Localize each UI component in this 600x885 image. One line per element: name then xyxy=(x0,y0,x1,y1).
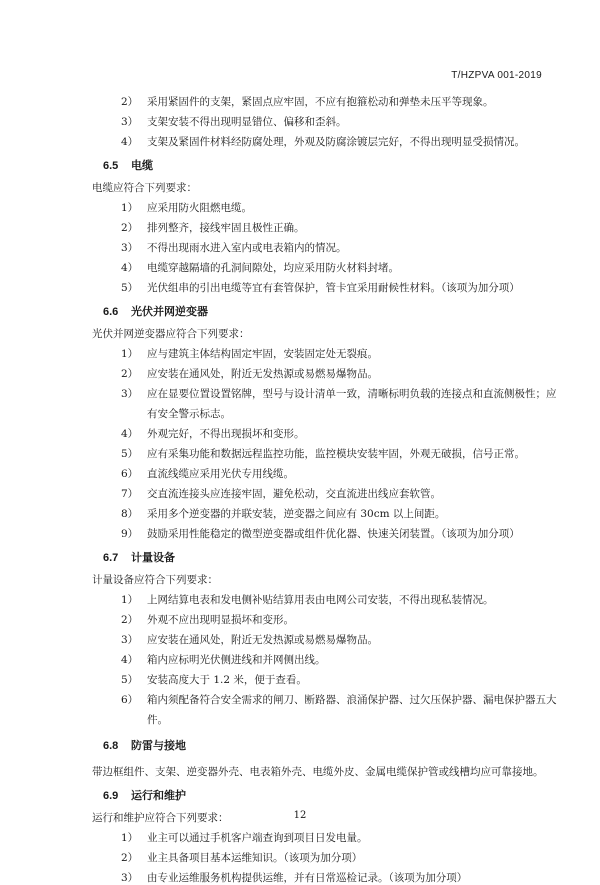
list-item: 4） 外观完好，不得出现损坏和变形。 xyxy=(121,428,305,440)
list-item-continuation: 有安全警示标志。 xyxy=(147,408,231,420)
list-item: 5） 光伏组串的引出电缆等宜有套管保护，管卡宜采用耐候性材料。（该项为加分项） xyxy=(121,282,520,294)
section-intro: 光伏并网逆变器应符合下列要求： xyxy=(92,328,250,340)
page-number: 12 xyxy=(293,810,307,821)
list-item: 3） 不得出现雨水进入室内或电表箱内的情况。 xyxy=(121,242,347,254)
list-item: 1） 业主可以通过手机客户端查询到项目日发电量。 xyxy=(121,832,368,844)
list-item: 8） 采用多个逆变器的并联安装，逆变器之间应有 30cm 以上间距。 xyxy=(121,508,446,520)
section-heading: 6.6 光伏并网逆变器 xyxy=(103,306,208,318)
list-item: 5） 安装高度大于 1.2 米，便于查看。 xyxy=(121,674,307,686)
list-item: 5） 应有采集功能和数据远程监控功能，监控模块安装牢固，外观无破损，信号正常。 xyxy=(121,448,525,460)
list-item: 3） 由专业运维服务机构提供运维，并有日常巡检记录。（该项为加分项） xyxy=(121,872,468,884)
section-heading: 6.8 防雷与接地 xyxy=(103,740,186,752)
section-intro: 运行和维护应符合下列要求： xyxy=(92,812,229,824)
list-item: 1） 上网结算电表和发电侧补贴结算用表由电网公司安装，不得出现私装情况。 xyxy=(121,594,494,606)
list-item: 2） 排列整齐，接线牢固且极性正确。 xyxy=(121,222,305,234)
section-heading: 6.5 电缆 xyxy=(103,160,153,172)
section-heading: 6.9 运行和维护 xyxy=(103,790,186,802)
section-heading: 6.7 计量设备 xyxy=(103,552,175,564)
list-item: 7） 交直流连接头应连接牢固，避免松动，交直流进出线应套软管。 xyxy=(121,488,441,500)
list-item: 6） 箱内须配备符合安全需求的闸刀、断路器、浪涌保护器、过欠压保护器、漏电保护器五大 xyxy=(121,694,557,706)
list-item: 3） 应在显要位置设置铭牌，型号与设计清单一致，清晰标明负载的连接点和直流侧极性；应 xyxy=(121,388,557,400)
list-item: 1） 应采用防火阻燃电缆。 xyxy=(121,202,252,214)
document-code: T/HZPVA 001-2019 xyxy=(451,70,542,81)
section-intro: 电缆应符合下列要求： xyxy=(92,182,197,194)
list-item: 2） 采用紧固件的支架，紧固点应牢固，不应有抱箍松动和弹垫未压平等现象。 xyxy=(121,96,494,108)
list-item: 2） 外观不应出现明显损坏和变形。 xyxy=(121,614,294,626)
section-paragraph: 带边框组件、支架、逆变器外壳、电表箱外壳、电缆外皮、金属电缆保护管或线槽均应可靠接地。 xyxy=(92,766,544,778)
list-item: 2） 应安装在通风处，附近无发热源或易燃易爆物品。 xyxy=(121,368,378,380)
list-item: 4） 支架及紧固件材料经防腐处理，外观及防腐涂镀层完好，不得出现明显受损情况。 xyxy=(121,136,525,148)
list-item: 3） 应安装在通风处，附近无发热源或易燃易爆物品。 xyxy=(121,634,378,646)
list-item: 3） 支架安装不得出现明显错位、偏移和歪斜。 xyxy=(121,116,347,128)
list-item: 4） 电缆穿越隔墙的孔洞间隙处，均应采用防火材料封堵。 xyxy=(121,262,399,274)
list-item: 4） 箱内应标明光伏侧进线和并网侧出线。 xyxy=(121,654,326,666)
list-item: 6） 直流线缆应采用光伏专用线缆。 xyxy=(121,468,294,480)
list-item: 9） 鼓励采用性能稳定的微型逆变器或组件优化器、快速关闭装置。（该项为加分项） xyxy=(121,528,520,540)
list-item: 2） 业主具备项目基本运维知识。（该项为加分项） xyxy=(121,852,363,864)
list-item: 1） 应与建筑主体结构固定牢固，安装固定处无裂痕。 xyxy=(121,348,378,360)
list-item-continuation: 件。 xyxy=(147,714,168,726)
section-intro: 计量设备应符合下列要求： xyxy=(92,574,218,586)
